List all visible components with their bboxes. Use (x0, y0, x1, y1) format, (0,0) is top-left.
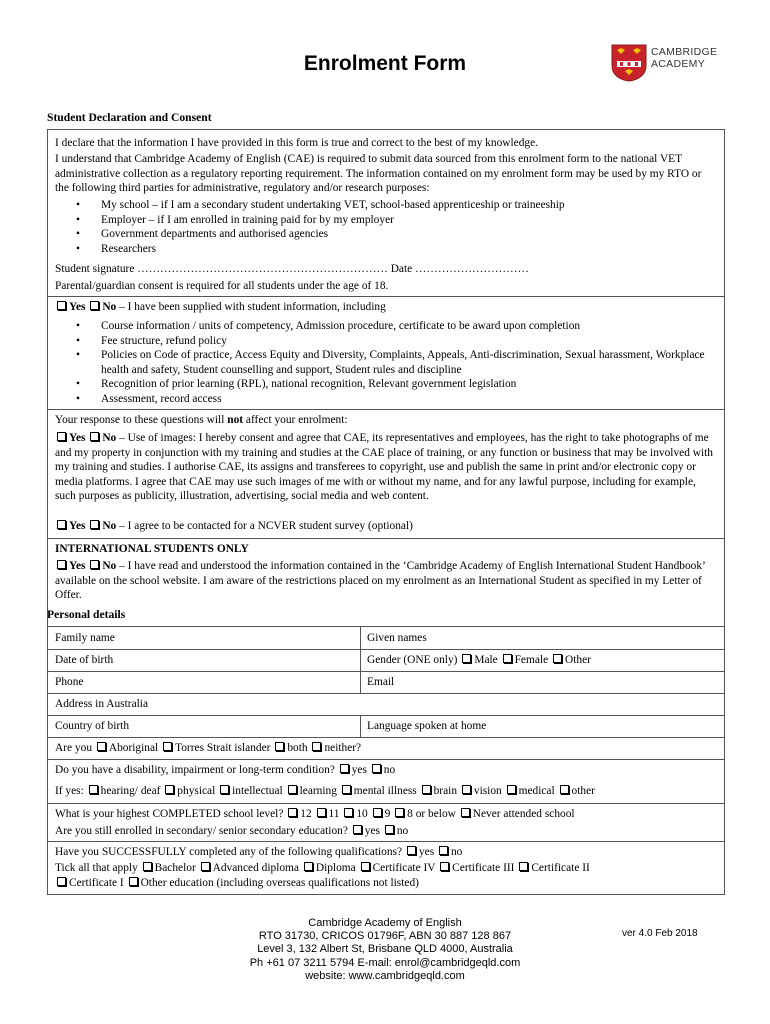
option-label: neither? (324, 742, 362, 754)
option-label: no (450, 846, 463, 858)
declaration-heading: Student Declaration and Consent (47, 111, 212, 124)
option-label: hearing/ deaf (100, 785, 161, 797)
personal-details-table (47, 626, 725, 895)
torres-strait-checkbox[interactable] (163, 742, 172, 751)
option-label: Aboriginal (108, 742, 159, 754)
international-no-checkbox[interactable] (90, 560, 99, 569)
country-of-birth-field[interactable]: Country of birth (55, 720, 130, 732)
gender-field (367, 653, 591, 668)
question-label: Have you SUCCESSFULLY completed any of the following qualifications? (55, 846, 403, 858)
images-consent (55, 431, 718, 504)
option-label: Certificate III (452, 862, 515, 874)
ncver-no-checkbox[interactable] (90, 520, 99, 529)
images-consent-text: – Use of images: I hereby consent and agree that CAE, its representatives and employees, has the right to take photographs of me and my property in conjunction with my training and studies at the CAE place of training, or any function or business that may be involved with my training and studies. I authorise CAE, its assigns and transferees to copyright, use and publish the same in print and/or electronic copy or media platforms. I agree that CAE may use such images of me with or without my name, and for any lawful purpose, including for example, such purposes as publicity, illustration, advertising, social media and web content. (55, 432, 713, 503)
brain-checkbox[interactable] (422, 785, 431, 794)
enrolled-yes-checkbox[interactable] (353, 825, 362, 834)
divider (48, 296, 724, 297)
option-label: yes (364, 825, 380, 837)
question-label: Are you still enrolled in secondary/ senior secondary education? (55, 825, 348, 837)
diploma-checkbox[interactable] (304, 862, 313, 871)
option-label: Certificate I (69, 877, 124, 889)
question-label: What is your highest COMPLETED school level? (55, 808, 284, 820)
ncver-yes-checkbox[interactable] (57, 520, 66, 529)
response-bold: not (227, 414, 244, 426)
vision-checkbox[interactable] (462, 785, 471, 794)
option-label: other (571, 785, 595, 797)
table-row (48, 671, 724, 693)
personal-details-heading: Personal details (47, 608, 126, 621)
option-label: Never attended school (472, 808, 575, 820)
info-supplied-line (55, 300, 386, 315)
info-supplied-text: – I have been supplied with student information, including (116, 301, 386, 313)
response-pre: Your response to these questions will (55, 414, 228, 426)
footer-org: Cambridge Academy of English (308, 917, 462, 929)
version-label: ver 4.0 Feb 2018 (622, 928, 698, 939)
family-name-field[interactable]: Family name (55, 632, 115, 644)
list-item: • Government departments and authorised agencies (101, 227, 724, 242)
physical-checkbox[interactable] (165, 785, 174, 794)
other-education-checkbox[interactable] (129, 877, 138, 886)
both-checkbox[interactable] (275, 742, 284, 751)
year-10-checkbox[interactable] (344, 808, 353, 817)
third-parties-list (48, 198, 724, 256)
qualifications-question (55, 845, 462, 860)
female-checkbox[interactable] (503, 654, 512, 663)
yes-label: Yes (69, 301, 86, 313)
international-yes-checkbox[interactable] (57, 560, 66, 569)
option-label: Certificate IV (372, 862, 436, 874)
list-item: • Assessment, record access (101, 392, 724, 407)
list-item: • My school – if I am a secondary student undertaking VET, school-based apprenticeship or traineeship (101, 198, 724, 213)
page-title: Enrolment Form (303, 52, 467, 75)
disability-question (55, 763, 395, 778)
footer-contact: Ph +61 07 3211 5794 E-mail: enrol@cambridgeqld.com (249, 956, 521, 969)
divider (48, 759, 724, 760)
list-item: • Recognition of prior learning (RPL), national recognition, Relevant government legislation (101, 377, 724, 392)
logo-line-2: ACADEMY (651, 58, 706, 70)
qualification-types-1 (55, 861, 590, 876)
declaration-line-1: I declare that the information I have provided in this form is true and correct to the best of my knowledge. (55, 137, 539, 149)
are-you-label: Are you (55, 742, 95, 754)
column-divider (360, 671, 361, 693)
ncver-consent (55, 519, 413, 534)
option-label: Other (564, 654, 591, 666)
column-divider (360, 715, 361, 737)
option-label: 8 or below (407, 808, 456, 820)
option-label: Certificate II (531, 862, 590, 874)
bachelor-checkbox[interactable] (143, 862, 152, 871)
table-row (48, 649, 724, 671)
option-label: 10 (356, 808, 368, 820)
disability-no-checkbox[interactable] (372, 764, 381, 773)
table-row (48, 627, 724, 649)
advanced-diploma-checkbox[interactable] (201, 862, 210, 871)
email-field[interactable]: Email (367, 676, 395, 688)
list-item: • Researchers (101, 242, 724, 257)
enrolled-no-checkbox[interactable] (385, 825, 394, 834)
option-label: yes (418, 846, 435, 858)
disability-types (55, 784, 595, 799)
international-text: – I have read and understood the information contained in the ‘Cambridge Academy of English International Student Handbook’ available on the school website. I am aware of the restrictions placed on my enrolment as an International Student as specified in my Letter of Offer. (55, 560, 706, 602)
learning-checkbox[interactable] (288, 785, 297, 794)
male-checkbox[interactable] (462, 654, 471, 663)
personal-heading-band (48, 603, 724, 625)
ncver-text: – I agree to be contacted for a NCVER student survey (optional) (116, 520, 413, 532)
yes-label: Yes (69, 520, 86, 532)
year-9-checkbox[interactable] (373, 808, 382, 817)
response-note (55, 413, 348, 428)
aboriginal-checkbox[interactable] (97, 742, 106, 751)
year-12-checkbox[interactable] (288, 808, 297, 817)
option-label: yes (351, 764, 367, 776)
response-post: affect your enrolment: (243, 414, 348, 426)
cambridge-academy-logo (611, 44, 756, 84)
no-label: No (102, 560, 117, 572)
certificate-ii-checkbox[interactable] (519, 862, 528, 871)
indigenous-status (55, 741, 361, 756)
list-item: • Employer – if I am enrolled in training paid for by my employer (101, 213, 724, 228)
option-label: Male (474, 654, 498, 666)
option-label: mental illness (353, 785, 417, 797)
gender-label: Gender (ONE only) (367, 654, 458, 666)
question-label: Do you have a disability, impairment or long-term condition? (55, 764, 335, 776)
certificate-i-checkbox[interactable] (57, 877, 66, 886)
option-label: physical (177, 785, 216, 797)
other-disability-checkbox[interactable] (560, 785, 569, 794)
option-label: 9 (384, 808, 391, 820)
student-info-list (48, 319, 724, 407)
images-yes-checkbox[interactable] (57, 432, 66, 441)
certificate-iv-checkbox[interactable] (361, 862, 370, 871)
qualification-types-2 (55, 876, 419, 891)
footer (200, 917, 570, 983)
medical-checkbox[interactable] (507, 785, 516, 794)
tick-all-label: Tick all that apply (55, 862, 141, 874)
option-label: Torres Strait islander (175, 742, 271, 754)
mental-illness-checkbox[interactable] (342, 785, 351, 794)
divider (48, 538, 724, 539)
signature-field[interactable]: Student signature ………………………………………………………… Date ………………………… (55, 263, 529, 275)
option-label: intellectual (232, 785, 283, 797)
divider (48, 409, 724, 410)
never-attended-checkbox[interactable] (461, 808, 470, 817)
yes-label: Yes (69, 560, 86, 572)
option-label: Advanced diploma (212, 862, 299, 874)
divider (48, 737, 724, 738)
divider (48, 803, 724, 804)
if-yes-label: If yes: (55, 785, 84, 797)
international-heading-text: INTERNATIONAL STUDENTS ONLY (55, 543, 249, 555)
info-yes-checkbox[interactable] (57, 301, 66, 310)
no-label: No (102, 432, 117, 444)
option-label: Other education (including overseas qualifications not listed) (140, 877, 419, 889)
footer-registration: RTO 31730, CRICOS 01796F, ABN 30 887 128 867 (258, 930, 512, 943)
list-item: • Fee structure, refund policy (101, 334, 724, 349)
shield-icon (611, 44, 647, 82)
neither-checkbox[interactable] (312, 742, 321, 751)
international-consent (55, 559, 718, 603)
divider (48, 841, 724, 842)
no-label: No (102, 520, 117, 532)
no-label: No (102, 301, 117, 313)
other-gender-checkbox[interactable] (553, 654, 562, 663)
column-divider (360, 649, 361, 671)
images-no-checkbox[interactable] (90, 432, 99, 441)
international-heading (55, 542, 249, 557)
dob-field[interactable]: Date of birth (55, 654, 114, 666)
year-11-checkbox[interactable] (317, 808, 326, 817)
option-label: Female (514, 654, 549, 666)
option-label: Bachelor (154, 862, 196, 874)
list-item: • Policies on Code of practice, Access Equity and Diversity, Complaints, Appeals, Anti-discrimination, Sexual harassment, Workplace health and safety, Student counselling and support, Student rules and discipline (101, 348, 724, 377)
footer-address: Level 3, 132 Albert St, Brisbane QLD 4000, Australia (257, 943, 513, 956)
logo-line-1: CAMBRIDGE (651, 46, 718, 58)
option-label: no (396, 825, 409, 837)
list-item: • Course information / units of competency, Admission procedure, certificate to be award upon completion (101, 319, 724, 334)
intellectual-checkbox[interactable] (220, 785, 229, 794)
divider (48, 693, 724, 694)
declaration-paragraph: I understand that Cambridge Academy of English (CAE) is required to submit data sourced from this enrolment form to the national VET administrative collection as a regulatory reporting requirement. The information contained on my enrolment form may be used by my RTO or the following third parties for administrative, regulatory and/or research purposes: (55, 153, 702, 195)
option-label: 11 (328, 808, 340, 820)
parental-consent-note: Parental/guardian consent is required for all students under the age of 18. (55, 280, 389, 292)
quals-no-checkbox[interactable] (439, 846, 448, 855)
option-label: medical (518, 785, 555, 797)
option-label: Diploma (315, 862, 356, 874)
column-divider (360, 627, 361, 649)
footer-website: website: www.cambridgeqld.com (305, 969, 465, 982)
language-field[interactable]: Language spoken at home (367, 720, 487, 732)
school-level-question (55, 807, 575, 822)
option-label: no (383, 764, 396, 776)
phone-field[interactable]: Phone (55, 676, 84, 688)
option-label: vision (473, 785, 502, 797)
still-enrolled-question (55, 824, 408, 839)
yes-label: Yes (69, 432, 86, 444)
quals-yes-checkbox[interactable] (407, 846, 416, 855)
table-row (48, 715, 724, 737)
option-label: learning (299, 785, 337, 797)
disability-yes-checkbox[interactable] (340, 764, 349, 773)
certificate-iii-checkbox[interactable] (440, 862, 449, 871)
option-label: brain (433, 785, 458, 797)
given-names-field[interactable]: Given names (367, 632, 427, 644)
option-label: 12 (300, 808, 312, 820)
info-no-checkbox[interactable] (90, 301, 99, 310)
option-label: both (287, 742, 308, 754)
hearing-checkbox[interactable] (89, 785, 98, 794)
address-field[interactable]: Address in Australia (55, 698, 149, 710)
year-8-or-below-checkbox[interactable] (395, 808, 404, 817)
